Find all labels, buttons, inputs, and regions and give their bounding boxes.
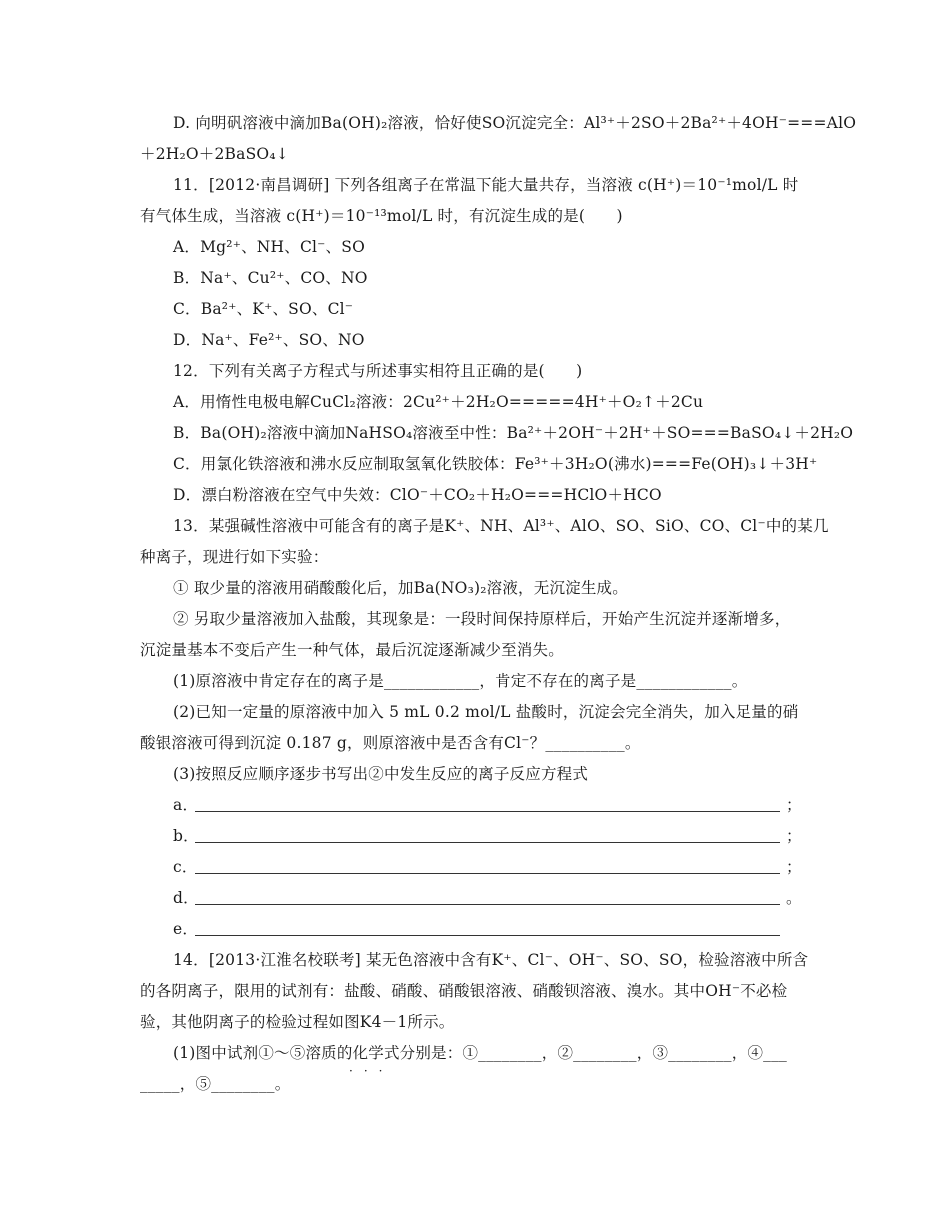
q14-stem-line3: 验，其他阴离子的检验过程如图K4－1所示。: [140, 1013, 455, 1031]
q14-stem-line1: 14．[2013·江淮名校联考] 某无色溶液中含有K⁺、Cl⁻、OH⁻、SO、SO，检验溶液中所含: [173, 951, 809, 969]
q10-option-d-line1: D. 向明矾溶液中滴加Ba(OH)₂溶液，恰好使SO沉淀完全：Al³⁺＋2SO＋2Ba²⁺＋4OH⁻===AlO: [173, 114, 857, 132]
q11-option-b: B．Na⁺、Cu²⁺、CO、NO: [173, 269, 368, 287]
answer-blank-b[interactable]: [195, 842, 780, 843]
blank-end-a: ；: [786, 796, 802, 814]
answer-blank-e[interactable]: [195, 935, 780, 936]
blank-label-d: d．: [173, 889, 199, 907]
blank-label-c: c．: [173, 858, 198, 876]
q13-experiment-1: ① 取少量的溶液用硝酸酸化后，加Ba(NO₃)₂溶液，无沉淀生成。: [173, 579, 628, 597]
blank-end-b: ；: [786, 827, 802, 845]
answer-blank-a[interactable]: [195, 811, 780, 812]
q13-experiment-2-line1: ② 另取少量溶液加入盐酸，其现象是：一段时间保持原样后，开始产生沉淀并逐渐增多，: [173, 610, 791, 628]
answer-blank-d[interactable]: [195, 904, 780, 905]
blank-label-b: b．: [173, 827, 199, 845]
answer-blank-c[interactable]: [195, 873, 780, 874]
q13-experiment-2-line2: 沉淀量基本不变后产生一种气体，最后沉淀逐渐减少至消失。: [140, 641, 564, 659]
q13-part-2-line2: 酸银溶液可得到沉淀 0.187 g，则原溶液中是否含有Cl⁻？__________。: [140, 734, 641, 752]
q13-stem-line2: 种离子，现进行如下实验：: [140, 548, 329, 566]
q11-option-a: A．Mg²⁺、NH、Cl⁻、SO: [173, 238, 365, 256]
q11-option-d: D．Na⁺、Fe²⁺、SO、NO: [173, 331, 365, 349]
q12-option-c: C．用氯化铁溶液和沸水反应制取氢氧化铁胶体：Fe³⁺＋3H₂O(沸水)===Fe(OH)₃↓＋3H⁺: [173, 455, 818, 473]
q14-stem-line2: 的各阴离子，限用的试剂有：盐酸、硝酸、硝酸银溶液、硝酸钡溶液、溴水。其中OH⁻不必检: [140, 982, 788, 1000]
q13-part-3: (3)按照反应顺序逐步书写出②中发生反应的离子反应方程式: [173, 765, 589, 783]
q13-part-1: (1)原溶液中肯定存在的离子是____________，肯定不存在的离子是____________。: [173, 672, 748, 690]
blank-label-a: a．: [173, 796, 199, 814]
blank-end-d: 。: [786, 889, 802, 907]
q11-option-c: C．Ba²⁺、K⁺、SO、Cl⁻: [173, 300, 354, 318]
blank-end-c: ；: [786, 858, 802, 876]
q12-option-d: D．漂白粉溶液在空气中失效：ClO⁻＋CO₂＋H₂O===HClO＋HCO: [173, 486, 662, 504]
q13-part-2-line1: (2)已知一定量的原溶液中加入 5 mL 0.2 mol/L 盐酸时，沉淀会完全消失，加入足量的硝: [173, 703, 799, 721]
q11-stem-line1: 11．[2012·南昌调研] 下列各组离子在常温下能大量共存，当溶液 c(H⁺)＝10⁻¹mol/L 时: [173, 176, 799, 194]
q11-stem-line2: 有气体生成，当溶液 c(H⁺)＝10⁻¹³mol/L 时，有沉淀生成的是( ): [140, 207, 623, 225]
q13-stem-line1: 13．某强碱性溶液中可能含有的离子是K⁺、NH、Al³⁺、AlO、SO、SiO、CO、Cl⁻中的某几: [173, 517, 829, 535]
q12-option-b: B．Ba(OH)₂溶液中滴加NaHSO₄溶液至中性：Ba²⁺＋2OH⁻＋2H⁺＋SO===BaSO₄↓＋2H₂O: [173, 424, 854, 442]
q14-part-1-line1: (1)图中试剂①～⑤溶质的化学式分别是：①________，②________，③________，④___: [173, 1044, 788, 1062]
q10-option-d-line2: ＋2H₂O＋2BaSO₄↓: [140, 145, 289, 163]
q12-option-a: A．用惰性电极电解CuCl₂溶液：2Cu²⁺＋2H₂O=====4H⁺＋O₂↑＋2Cu: [173, 393, 704, 411]
blank-label-e: e．: [173, 920, 199, 938]
emphasis-dots: ···: [349, 1064, 394, 1078]
q14-part-1-line2: _____，⑤________。: [140, 1075, 291, 1093]
q12-stem: 12．下列有关离子方程式与所述事实相符且正确的是( ): [173, 362, 583, 380]
